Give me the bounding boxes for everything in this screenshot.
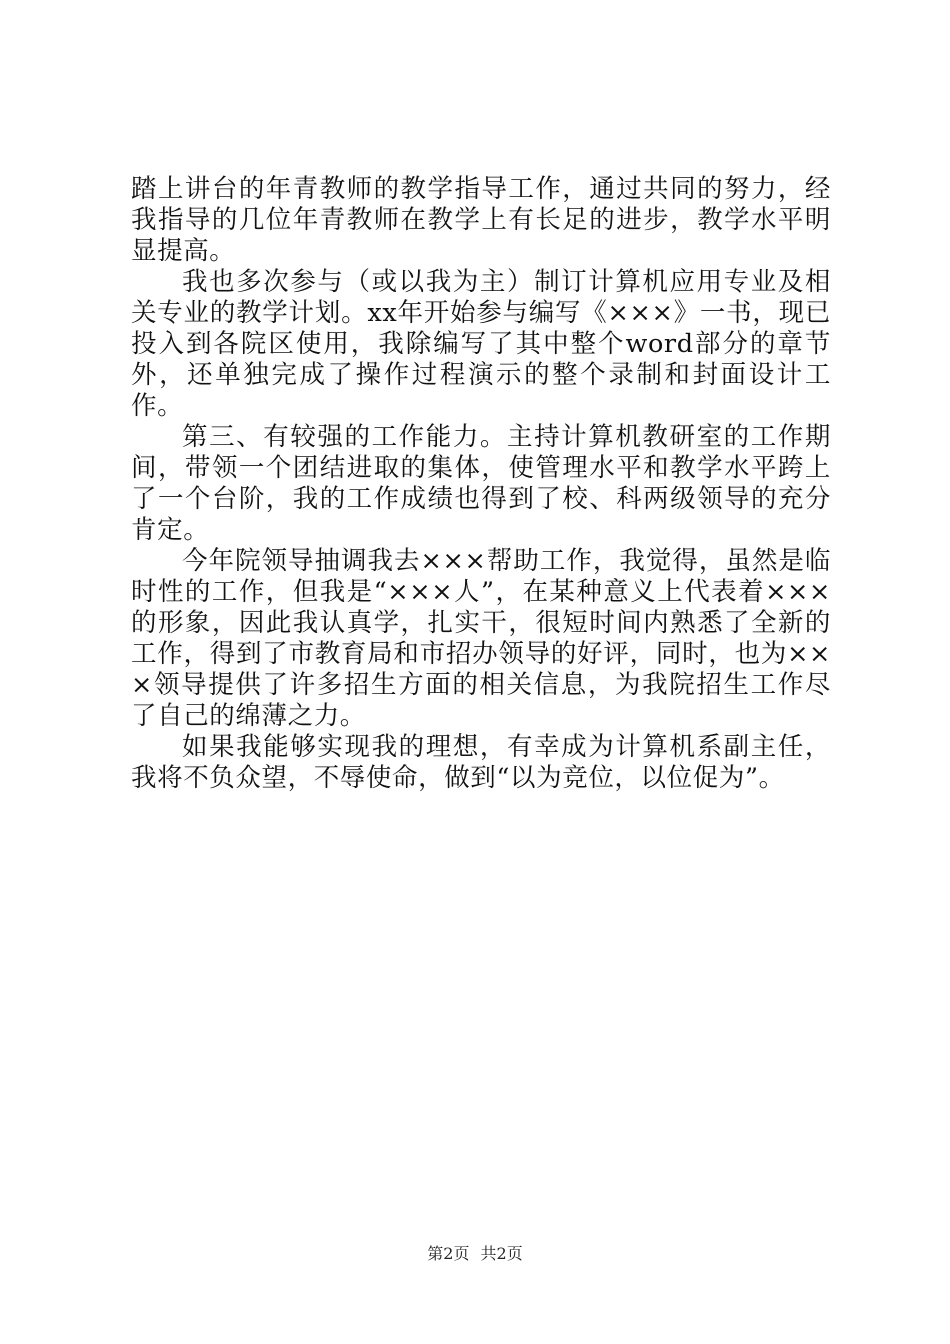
paragraph-3: 第三、有较强的工作能力。主持计算机教研室的工作期间，带领一个团结进取的集体，使管理水平和教学水平跨上了一个台阶，我的工作成绩也得到了校、科两级领导的充分肯定。 — [131, 422, 831, 545]
page-footer — [0, 1243, 950, 1265]
page-total: 共2页 — [480, 1244, 523, 1263]
document-body — [131, 174, 831, 794]
page-number: 第2页 — [427, 1244, 470, 1263]
paragraph-4: 今年院领导抽调我去×××帮助工作，我觉得，虽然是临时性的工作，但我是“×××人”，在某种意义上代表着×××的形象，因此我认真学，扎实干，很短时间内熟悉了全新的工作，得到了市教育局和市招办领导的好评，同时，也为×××领导提供了许多招生方面的相关信息，为我院招生工作尽了自己的绵薄之力。 — [131, 546, 831, 731]
paragraph-5: 如果我能够实现我的理想，有幸成为计算机系副主任，我将不负众望，不辱使命，做到“以为竞位，以位促为”。 — [131, 732, 831, 793]
paragraph-1: 踏上讲台的年青教师的教学指导工作，通过共同的努力，经我指导的几位年青教师在教学上有长足的进步，教学水平明显提高。 — [131, 174, 831, 266]
paragraph-2: 我也多次参与（或以我为主）制订计算机应用专业及相关专业的教学计划。xx年开始参与编写《×××》一书，现已投入到各院区使用，我除编写了其中整个word部分的章节外，还单独完成了操作过程演示的整个录制和封面设计工作。 — [131, 267, 831, 421]
